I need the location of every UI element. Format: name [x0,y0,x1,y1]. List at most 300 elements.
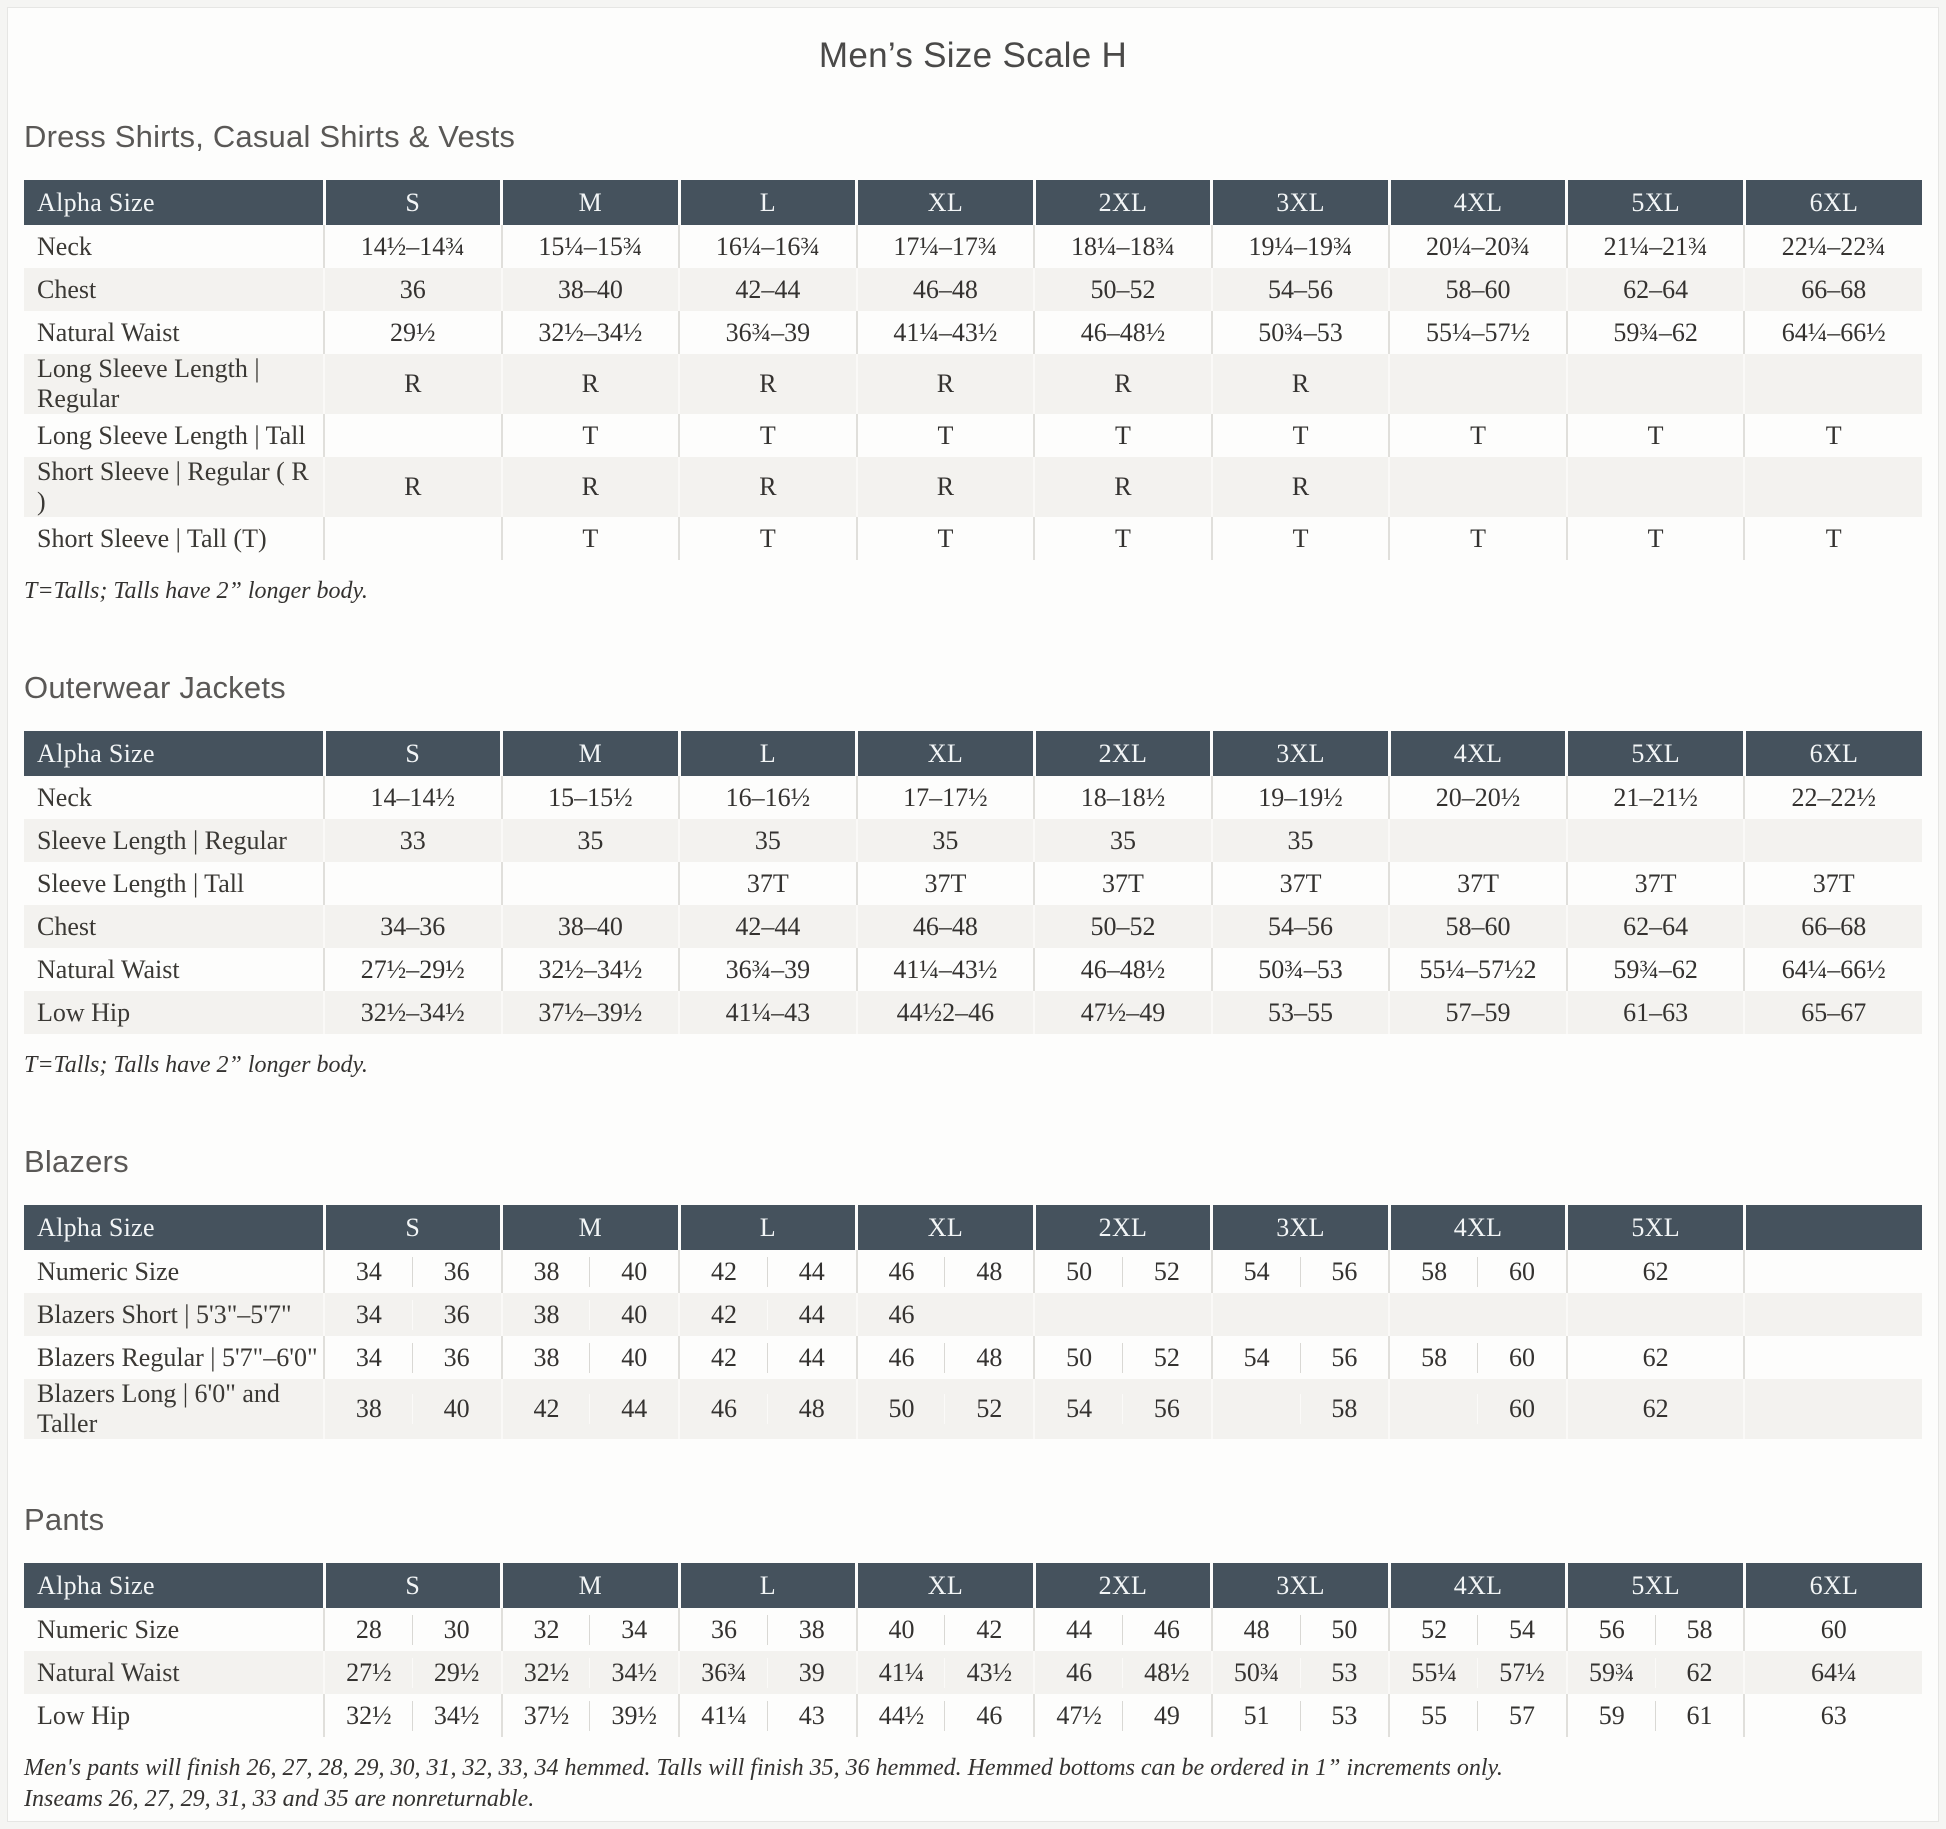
split-cell [1390,1251,1566,1293]
size-cell [1567,354,1745,414]
split-cell-value: 38 [768,1615,856,1645]
size-cell: 41¼–43½ [857,311,1035,354]
size-cell [679,1694,857,1737]
row-label: Low Hip [37,1700,131,1730]
size-cell: 61–63 [1567,991,1745,1034]
split-cell-value: 50 [888,1394,915,1423]
size-cell [502,1651,680,1694]
split-cell-value: 42 [710,1342,737,1372]
size-cell: 37T [679,862,857,905]
table-head [24,731,1922,776]
split-cell-value: 34 [355,1299,382,1329]
split-cell-value: 36 [710,1614,737,1644]
split-cell [1035,1609,1211,1651]
size-cell [324,517,502,560]
split-cell-value: 54 [1243,1342,1270,1372]
split-cell-value: 58 [1656,1615,1744,1645]
row-label: Blazers Regular | 5'7"–6'0" [37,1342,318,1372]
size-cell: 15–15½ [502,776,680,819]
split-cell-value: 50¾ [1233,1657,1280,1687]
split-cell-value: 49 [1123,1701,1211,1731]
split-cell [503,1388,679,1430]
split-cell-value: 30 [413,1615,501,1645]
size-cell [1389,819,1567,862]
split-cell [1213,1652,1389,1694]
split-cell [1568,1609,1744,1651]
size-cell [679,1293,857,1336]
table-body [24,776,1922,1034]
footnote: Inseams 26, 27, 29, 31, 33 and 35 are nonreturnable. [24,1786,535,1812]
column-header: 3XL [1212,1205,1390,1250]
split-cell [325,1652,501,1694]
split-cell-value: 34 [590,1615,678,1645]
column-header: 2XL [1034,180,1212,225]
size-cell: T [679,517,857,560]
split-cell [1213,1294,1389,1336]
table-body [24,1250,1922,1439]
size-cell: 55¼–57½2 [1389,948,1567,991]
size-cell [857,1293,1035,1336]
header-row [24,180,1922,225]
size-cell: 32½–34½ [502,311,680,354]
split-cell [1213,1695,1389,1737]
size-cell [502,1608,680,1651]
split-cell [503,1609,679,1651]
split-cell [680,1652,856,1694]
row-label: Sleeve Length | Regular [24,819,324,862]
size-cell: 47½–49 [1034,991,1212,1034]
split-cell [858,1652,1034,1694]
size-cell: T [1567,414,1745,457]
size-cell: 16–16½ [679,776,857,819]
label-column-header: Alpha Size [24,1563,324,1608]
size-cell: T [857,414,1035,457]
size-cell [679,1336,857,1379]
split-cell [503,1294,679,1336]
size-cell: T [1744,517,1922,560]
size-cell: 17¼–17¾ [857,225,1035,268]
page-title: Men’s Size Scale H [818,36,1128,75]
split-cell-value: 47½ [1056,1700,1102,1730]
split-cell-value: 52 [1421,1614,1448,1644]
size-cell: 34–36 [324,905,502,948]
size-cell [324,414,502,457]
split-cell [858,1251,1034,1293]
size-cell [324,1336,502,1379]
split-cell-value: 44 [768,1300,856,1330]
size-cell: 18–18½ [1034,776,1212,819]
split-cell-value: 59¾ [1588,1657,1635,1687]
split-cell [1213,1609,1389,1651]
size-cell [1212,1336,1390,1379]
split-cell [503,1251,679,1293]
size-cell: 32½–34½ [502,948,680,991]
size-cell: R [1212,354,1390,414]
column-header: 2XL [1034,1563,1212,1608]
split-cell-value: 57½ [1478,1658,1566,1688]
split-cell-value: 43½ [945,1658,1033,1688]
size-cell [1389,354,1567,414]
size-cell [1744,457,1922,517]
size-cell: 46–48½ [1034,311,1212,354]
split-cell-value: 36¾ [701,1657,747,1687]
split-cell-value: 40 [590,1343,678,1373]
split-cell-value: 46 [1123,1615,1211,1645]
column-header: S [324,731,502,776]
split-cell-value: 58 [1421,1256,1448,1286]
size-cell: 65–67 [1744,991,1922,1034]
split-cell [325,1294,501,1336]
split-cell-value: 42 [710,1256,737,1286]
section-blazers [24,1143,1922,1439]
size-cell: 37T [1744,862,1922,905]
size-cell: 37T [857,862,1035,905]
size-cell: 14–14½ [324,776,502,819]
size-cell: 44½2–46 [857,991,1035,1034]
table-row [24,819,1922,862]
column-header: 6XL [1744,731,1922,776]
footnote: T=Talls; Talls have 2” longer body. [24,1052,368,1078]
split-cell [1568,1652,1744,1694]
size-cell: 63 [1744,1694,1922,1737]
split-cell-value: 38 [355,1394,382,1423]
size-cell: 36¾–39 [679,311,857,354]
row-label: Sleeve Length | Tall [37,868,245,898]
size-cell [1389,1336,1567,1379]
size-cell [679,1379,857,1439]
row-label: Blazers Long | 6'0" and Taller [24,1379,324,1439]
split-cell-value: 44 [590,1394,678,1424]
split-cell-value: 32½ [346,1700,392,1730]
split-cell-value: 40 [888,1614,915,1644]
size-cell [502,1250,680,1293]
size-cell: 46–48 [857,905,1035,948]
column-header: L [679,180,857,225]
table-row [24,457,1922,517]
size-cell [1034,1250,1212,1293]
size-cell: 22¼–22¾ [1744,225,1922,268]
split-cell-value: 53 [1301,1658,1389,1688]
size-cell: T [1389,414,1567,457]
split-cell [858,1609,1034,1651]
section-dress-shirts [24,118,1922,607]
split-cell [858,1695,1034,1737]
split-cell [503,1695,679,1737]
size-cell [502,1379,680,1439]
row-label: Natural Waist [24,1651,324,1694]
section-pants [24,1501,1922,1815]
table-row [24,1608,1922,1651]
split-cell-value: 29½ [413,1658,501,1688]
label-column-header: Alpha Size [24,180,324,225]
size-cell [1744,354,1922,414]
size-cell [1034,1694,1212,1737]
size-cell: R [1212,457,1390,517]
size-cell [679,1250,857,1293]
size-cell: 64¼–66½ [1744,311,1922,354]
table-row [24,354,1922,414]
size-cell: R [1034,354,1212,414]
size-cell: T [502,517,680,560]
size-chart-page [7,7,1939,1822]
size-cell: 62 [1567,1336,1745,1379]
split-cell-value: 46 [888,1342,915,1372]
column-header: 4XL [1389,180,1567,225]
split-cell [858,1388,1034,1430]
section-heading-outerwear-jackets: Outerwear Jackets [24,670,286,705]
table-row [24,517,1922,560]
split-cell [1390,1609,1566,1651]
split-cell-value: 34½ [590,1658,678,1688]
column-header: M [502,1563,680,1608]
size-cell [1744,1336,1922,1379]
size-cell: 35 [502,819,680,862]
split-cell [1035,1695,1211,1737]
header-row [24,1563,1922,1608]
size-cell [1212,1379,1390,1439]
section-heading-blazers: Blazers [24,1144,129,1179]
size-cell [1034,1651,1212,1694]
split-cell [325,1388,501,1430]
size-cell: 55¼–57½ [1389,311,1567,354]
size-cell [857,1379,1035,1439]
size-cell: 35 [857,819,1035,862]
row-label: Natural Waist [37,954,180,984]
split-cell [858,1337,1034,1379]
size-cell: 37T [1567,862,1745,905]
size-table-blazers [24,1205,1922,1439]
column-header: 3XL [1212,731,1390,776]
size-cell: 17–17½ [857,776,1035,819]
size-cell [1212,1293,1390,1336]
row-label: Low Hip [24,991,324,1034]
column-header: 5XL [1567,180,1745,225]
size-cell: 50¾–53 [1212,948,1390,991]
size-cell [324,862,502,905]
size-cell: T [679,414,857,457]
table-row [24,268,1922,311]
size-cell [1034,1336,1212,1379]
section-outerwear-jackets [24,669,1922,1081]
size-cell [324,1250,502,1293]
split-cell [1035,1251,1211,1293]
split-cell [1035,1652,1211,1694]
split-cell-value: 28 [355,1614,382,1644]
split-cell-value: 46 [1066,1657,1093,1687]
table-row [24,1651,1922,1694]
table-row [24,311,1922,354]
split-cell-value: 58 [1421,1342,1448,1372]
split-cell-value: 42 [533,1394,560,1423]
label-column-header: Alpha Size [24,1205,324,1250]
split-cell-value: 37½ [523,1700,570,1730]
split-cell [1390,1294,1566,1336]
size-cell [1389,1250,1567,1293]
size-cell: 50¾–53 [1212,311,1390,354]
size-cell [857,1694,1035,1737]
size-cell: 37T [1034,862,1212,905]
column-header: S [324,180,502,225]
split-cell [680,1695,856,1737]
split-cell-value: 52 [945,1394,1033,1424]
split-cell-value: 44½ [878,1700,925,1730]
split-cell-value: 54 [1066,1394,1093,1423]
split-cell [1568,1695,1744,1737]
table-body [24,225,1922,560]
column-header: M [502,1205,680,1250]
size-cell: R [502,354,680,414]
size-cell: 33 [324,819,502,862]
size-cell: 53–55 [1212,991,1390,1034]
split-cell [1213,1251,1389,1293]
table-row [24,414,1922,457]
split-cell-value: 51 [1243,1700,1270,1730]
size-cell: 62 [1567,1250,1745,1293]
size-cell: 19¼–19¾ [1212,225,1390,268]
size-cell [1034,1379,1212,1439]
size-cell [1212,1250,1390,1293]
split-cell-value: 59 [1598,1700,1625,1730]
split-cell-value: 62 [1656,1658,1744,1688]
split-cell-value: 38 [533,1256,560,1286]
size-table-dress-shirts [24,180,1922,560]
size-cell [1212,1651,1390,1694]
size-cell: T [1034,414,1212,457]
table-head [24,1563,1922,1608]
split-cell-value: 58 [1301,1394,1389,1424]
split-cell [1390,1695,1566,1737]
size-cell: 38–40 [502,268,680,311]
size-cell: 19–19½ [1212,776,1390,819]
row-label: Chest [24,268,324,311]
column-header: 6XL [1744,180,1922,225]
split-cell-value: 44 [768,1343,856,1373]
split-cell [325,1695,501,1737]
size-cell: 37½–39½ [502,991,680,1034]
size-cell: 35 [679,819,857,862]
split-cell-value: 60 [1478,1257,1566,1287]
split-cell-value: 61 [1656,1701,1744,1731]
size-cell: 62 [1567,1379,1745,1439]
split-cell-value: 60 [1478,1343,1566,1373]
split-cell [503,1652,679,1694]
split-cell-value: 40 [413,1394,501,1424]
size-cell [857,1336,1035,1379]
size-cell: 59¾–62 [1567,311,1745,354]
size-cell [1567,1293,1745,1336]
split-cell-value: 56 [1301,1343,1389,1373]
table-row [24,225,1922,268]
row-label: Long Sleeve Length | Regular [24,354,324,414]
split-cell-value: 52 [1123,1343,1211,1373]
table-row [24,905,1922,948]
size-cell: 22–22½ [1744,776,1922,819]
column-header: 6XL [1744,1563,1922,1608]
size-cell: 41¼–43 [679,991,857,1034]
size-cell: T [1212,414,1390,457]
size-cell: T [502,414,680,457]
size-cell [1567,1694,1745,1737]
size-cell [324,1651,502,1694]
size-cell [857,1608,1035,1651]
size-cell: R [324,354,502,414]
split-cell-value: 56 [1123,1394,1211,1424]
split-cell-value: 34 [355,1256,382,1286]
split-cell-value: 42 [710,1299,737,1329]
size-cell [679,1608,857,1651]
size-cell: 46–48½ [1034,948,1212,991]
size-cell: T [1212,517,1390,560]
split-cell-value: 50 [1066,1342,1093,1372]
split-cell-value: 36 [413,1257,501,1287]
size-cell: 62–64 [1567,905,1745,948]
size-cell [1744,1379,1922,1439]
row-label: Short Sleeve | Tall (T) [37,523,267,553]
split-cell-value: 40 [590,1300,678,1330]
split-cell-value: 38 [533,1299,560,1329]
size-cell: 32½–34½ [324,991,502,1034]
size-cell: R [679,354,857,414]
size-cell [857,1250,1035,1293]
column-header: 3XL [1212,180,1390,225]
split-cell-value: 54 [1478,1615,1566,1645]
row-label: Long Sleeve Length | Tall [37,420,306,450]
size-cell: 35 [1034,819,1212,862]
split-cell-value: 46 [888,1256,915,1286]
size-cell [1034,1608,1212,1651]
sections-container [24,118,1922,1815]
split-cell-value: 36 [413,1343,501,1373]
split-cell [1390,1652,1566,1694]
row-label: Numeric Size [37,1614,180,1644]
split-cell-value: 27½ [346,1657,392,1687]
split-cell-value: 40 [590,1257,678,1287]
size-cell [1389,1293,1567,1336]
column-header: XL [857,731,1035,776]
size-cell [1389,1379,1567,1439]
table-row [24,1379,1922,1439]
row-label: Short Sleeve | Regular ( R ) [24,457,324,517]
split-cell-value: 42 [945,1615,1033,1645]
size-cell [502,1694,680,1737]
column-header: S [324,1563,502,1608]
size-cell: 14½–14¾ [324,225,502,268]
split-cell-value: 55¼ [1411,1657,1457,1687]
size-cell [1567,1608,1745,1651]
size-cell: 62–64 [1567,268,1745,311]
split-cell [858,1294,1034,1336]
row-label: Numeric Size [37,1256,180,1286]
size-cell: 46–48 [857,268,1035,311]
size-cell [502,862,680,905]
size-cell [1567,1651,1745,1694]
split-cell-value: 56 [1598,1614,1625,1644]
table-head [24,1205,1922,1250]
size-cell: 66–68 [1744,268,1922,311]
split-cell-value: 52 [1123,1257,1211,1287]
header-row [24,731,1922,776]
size-cell: 58–60 [1389,268,1567,311]
label-column-header: Alpha Size [24,731,324,776]
split-cell-value: 46 [945,1701,1033,1731]
column-header: L [679,1205,857,1250]
size-cell: R [679,457,857,517]
row-label: Neck [37,782,92,812]
size-cell: 59¾–62 [1567,948,1745,991]
split-cell-value: 43 [768,1701,856,1731]
row-label: Neck [37,231,92,261]
size-cell: 29½ [324,311,502,354]
